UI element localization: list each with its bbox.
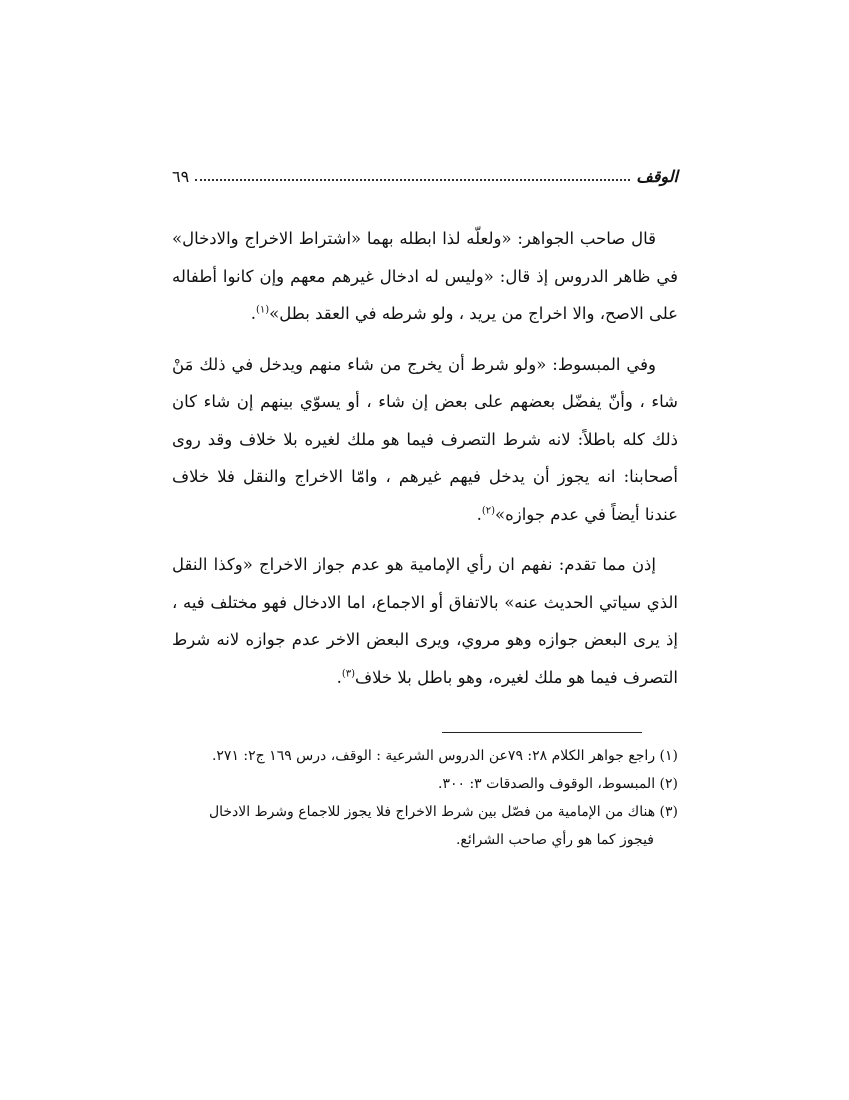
paragraph [172, 220, 678, 333]
footnote: (١) راجع جواهر الكلام ٢٨: ٧٩عن الدروس الشرعية : الوقف، درس ١٦٩ ج٢: ٢٧١. [211, 748, 678, 764]
paragraph [172, 346, 678, 534]
running-title: الوقف [636, 167, 678, 186]
footnote-ref: (٣) [341, 668, 355, 679]
dot-leader [195, 179, 630, 181]
body-text [172, 220, 678, 709]
footnote: (٢) المبسوط، الوقوف والصدقات ٣: ٣٠٠. [437, 776, 678, 792]
footnote-continuation: فيجوز كما هو رأي صاحب الشرائع. [455, 832, 654, 848]
paragraph-end: . [250, 304, 256, 323]
page-header [172, 158, 678, 186]
paragraph-end: . [336, 667, 342, 687]
paragraph-end: . [476, 504, 482, 524]
footnote-separator [442, 732, 642, 733]
footnote-ref: (١) [255, 304, 270, 316]
footnote: (٣) هناك من الإمامية من فصّل بين شرط الاخراج فلا يجوز للاجماع وشرط الادخال [208, 804, 678, 820]
paragraph [172, 546, 678, 696]
paragraph-text: قال صاحب الجواهر: «ولعلّه لذا ابطله بهما «اشتراط الاخراج والادخال» في ظاهر الدروس إذ قال: «وليس له ادخال غيرهم معهم وإن كانوا أطفاله على الاصح، والا اخراج من يريد ، ولو شرطه في العقد بطل» [172, 229, 678, 323]
footnotes [172, 742, 678, 854]
page-number: ٦٩ [172, 167, 190, 186]
footnote-ref: (٢) [481, 505, 496, 516]
paragraph-text: إذن مما تقدم: نفهم ان رأي الإمامية هو عدم جواز الاخراج «وكذا النقل الذي سياتي الحديث عنه» بالاتفاق أو الاجماع، اما الادخال فهو مختلف فيه ، إذ يرى البعض جوازه وهو مروي، ويرى البعض الاخر عدم جوازه لانه شرط التصرف فيما هو ملك لغيره، وهو باطل بلا خلاف [172, 555, 678, 687]
paragraph-text: وفي المبسوط: «ولو شرط أن يخرج من شاء منهم ويدخل في ذلك مَنْ شاء ، وأنّ يفضّل بعضهم على بعض إن شاء ، أو يسوّي بينهم إن شاء كان ذلك كله باطلاً: لانه شرط التصرف فيما هو ملك لغيره بلا خلاف وقد روى أصحابنا: انه يجوز أن يدخل فيهم غيرهم ، وامّا الاخراج والنقل فلا خلاف عندنا أيضاً في عدم جوازه» [172, 354, 678, 524]
